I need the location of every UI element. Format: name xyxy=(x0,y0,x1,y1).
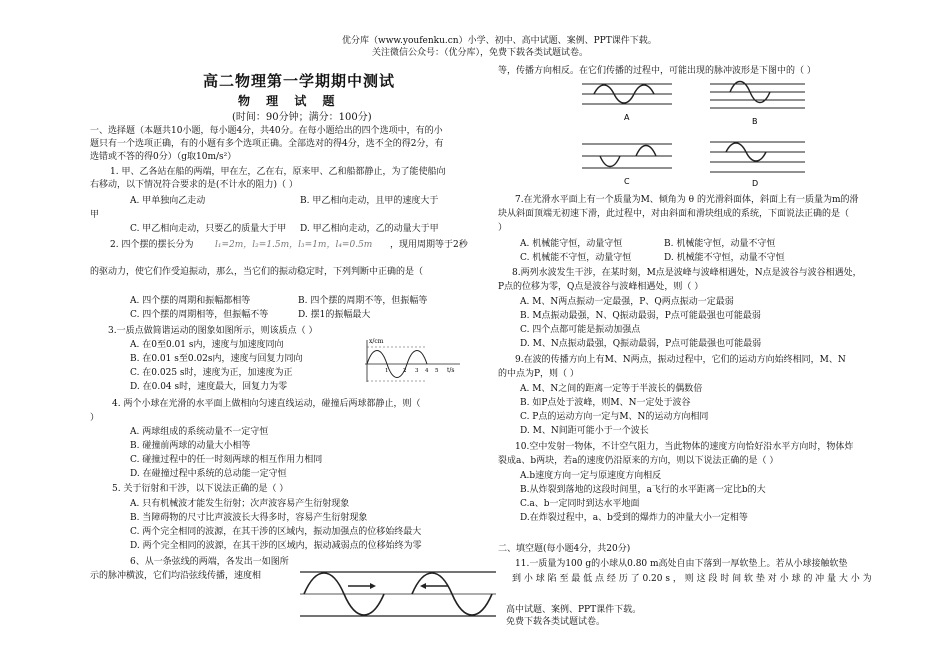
q6-label-a: A xyxy=(624,113,630,122)
q9-option-c: C. P点的运动方向一定与M、N的运动方向相同 xyxy=(520,412,709,422)
q8-stem: P点的位移为零，Q点是波谷与波峰相遇处，则（ ） xyxy=(498,282,704,292)
section1-intro-line: 选错或不答的得0分）（g取10m/s²） xyxy=(90,152,237,162)
q3-option-c: C. 在0.025 s时，速度为正，加速度为正 xyxy=(130,368,293,378)
exam-subtitle: 物 理 试 题 xyxy=(238,94,341,108)
q7-stem: ） xyxy=(498,223,508,233)
q6-stem: 示的脉冲横波，它们均沿弦线传播，速度相 xyxy=(90,571,262,581)
q3-stem: 3.一质点做简谐运动的图象如图所示，则该质点（ ） xyxy=(108,326,318,336)
q8-stem: 8.两列水波发生干涉，在某时刻，M点是波峰与波峰相遇处，N点是波谷与波谷相遇处， xyxy=(512,268,862,278)
q3-graph-tick: 1 xyxy=(385,368,389,374)
q8-option-c: C. 四个点都可能是振动加强点 xyxy=(520,325,641,335)
q11-stem: 到 小 球 陷 至 最 低 点 经 历 了 0.20 s ， 则 这 段 时 间 软 垫 对 小 球 的 冲 量 大 小 为 xyxy=(512,574,872,584)
exam-title: 高二物理第一学期期中测试 xyxy=(203,72,396,90)
q3-option-a: A. 在0至0.01 s内，速度与加速度同向 xyxy=(130,340,284,350)
q2-lengths: l₁=2m，l₂=1.5m，l₃=1m，l₄=0.5m xyxy=(215,240,373,250)
q2-option-c: C. 四个摆的周期相等，但振幅不等 xyxy=(130,310,269,320)
q6-stem: 6、从一条弦线的两端，各发出一如图所 xyxy=(130,557,289,567)
section2-title: 二、填空题(每小题4分，共20分) xyxy=(498,544,631,554)
q2-stem2: 的驱动力，使它们作受迫振动，那么，当它们的振动稳定时，下列判断中正确的是（ xyxy=(90,267,424,277)
q7-option-b: B. 机械能守恒，动量不守恒 xyxy=(664,239,776,249)
section1-intro-line: 题只有一个选项正确，有的小题有多个选项正确。全部选对的得4分，选不全的得2分，有 xyxy=(90,139,444,149)
q7-stem: 块从斜面顶端无初速下滑，此过程中，对由斜面和滑块组成的系统，下面说法正确的是（ xyxy=(498,209,850,219)
q1-option-b: B. 甲乙相向走动，且甲的速度大于 xyxy=(300,196,439,206)
q1-option-b-cont: 甲 xyxy=(90,210,100,220)
q7-option-d: D. 机械能不守恒，动量不守恒 xyxy=(664,253,785,263)
q10-stem: 10.空中发射一物体，不计空气阻力，当此物体的速度方向恰好沿水平方向时，物体炸 xyxy=(515,442,854,452)
q7-option-a: A. 机械能守恒，动量守恒 xyxy=(520,239,623,249)
q10-option-d: D.在炸裂过程中，a、b受到的爆炸力的冲量大小一定相等 xyxy=(520,513,748,523)
q3-graph-tick: 3 xyxy=(415,368,419,374)
q9-option-d: D. M、N间距可能小于一个波长 xyxy=(520,426,649,436)
q1-stem: 1. 甲、乙各站在船的两端，甲在左，乙在右，原来甲、乙和船都静止，为了能使船向 xyxy=(110,167,446,177)
q1-option-d: D. 甲乙相向走动，乙的动量大于甲 xyxy=(300,224,439,234)
q10-stem: 裂成a、b两块，若a的速度仍沿原来的方向，则以下说法正确的是（ ） xyxy=(498,456,779,466)
q5-option-c: C. 两个完全相同的波源，在其干涉的区域内，振动加强点的位移始终最大 xyxy=(130,527,422,537)
section1-intro-line: 一、选择题（本题共10小题，每小题4分，共40分。在每小题给出的四个选项中，有的小 xyxy=(90,126,443,136)
q6-label-b: B xyxy=(752,117,758,126)
q3-graph-xlabel: t/s xyxy=(447,367,455,374)
site-footer-line2: 免费下载各类试题试卷。 xyxy=(506,617,606,627)
site-footer-line1: 高中试题、案例、PPT课件下载。 xyxy=(506,605,642,615)
q3-graph-tick: 2 xyxy=(403,368,407,374)
q2-option-d: D. 摆1的振幅最大 xyxy=(298,310,371,320)
q3-graph-tick: 4 xyxy=(425,368,429,374)
q2-option-b: B. 四个摆的周期不等，但振幅等 xyxy=(298,296,428,306)
q3-displacement-graph xyxy=(355,336,465,386)
q8-option-d: D. M、N点振动最强，Q振动最弱，P点可能最强也可能最弱 xyxy=(520,339,762,349)
q6-pulse-diagram xyxy=(298,558,498,626)
q6-choice-c xyxy=(582,144,672,186)
q3-graph-tick: 5 xyxy=(435,368,439,374)
q3-option-b: B. 在0.01 s至0.02s内，速度与回复力同向 xyxy=(130,354,303,364)
q6-stem-cont: 等，传播方向相反。在它们传播的过程中，可能出现的脉冲波形是下图中的（ ） xyxy=(498,66,816,76)
q8-option-a: A. M、N两点振动一定最强，P、Q两点振动一定最弱 xyxy=(520,297,734,307)
q4-option-d: D. 在碰撞过程中系统的总动能一定守恒 xyxy=(130,469,287,479)
q10-option-b: B.从炸裂到落地的这段时间里，a飞行的水平距离一定比b的大 xyxy=(520,485,766,495)
q6-answer-choices xyxy=(580,80,810,190)
q5-option-d: D. 两个完全相同的波源，在其干涉的区域内，振动减弱点的位移始终为零 xyxy=(130,541,422,551)
q6-choice-a xyxy=(582,84,672,122)
q9-stem: 的中点为P，则（ ） xyxy=(498,369,579,379)
q5-stem: 5. 关于衍射和干涉，以下说法正确的是（ ） xyxy=(112,484,289,494)
q6-label-c: C xyxy=(624,177,630,186)
q7-stem: 7.在光滑水平面上有一个质量为M、倾角为 θ 的光滑斜面体，斜面上有一质量为m的滑 xyxy=(515,195,859,205)
q2-stem-b: ，现用周期等于2秒 xyxy=(390,240,468,250)
q4-stem-cont: ） xyxy=(90,413,100,423)
site-header-line1: 优分库（www.youfenku.cn）小学、初中、高中试题、案例、PPT课件下载。 xyxy=(342,36,657,46)
q9-option-a: A. M、N之间的距离一定等于半波长的偶数倍 xyxy=(520,384,703,394)
q7-option-c: C. 机械能不守恒，动量守恒 xyxy=(520,253,632,263)
q6-choice-d xyxy=(710,142,805,188)
q2-option-a: A. 四个摆的周期和振幅都相等 xyxy=(130,296,251,306)
q1-stem: 右移动，以下情况符合要求的是(不计水的阻力)（ ） xyxy=(90,180,298,190)
exam-timing: (时间：90分钟；满分：100分) xyxy=(232,112,372,123)
q4-option-c: C. 碰撞过程中的任一时刻两球的相互作用力相同 xyxy=(130,455,323,465)
q8-option-b: B. M点振动最强，N、Q振动最弱，P点可能最强也可能最弱 xyxy=(520,311,761,321)
q5-option-a: A. 只有机械波才能发生衍射；次声波容易产生衍射现象 xyxy=(130,499,350,509)
q1-option-c: C. 甲乙相向走动，只要乙的质量大于甲 xyxy=(130,224,287,234)
q9-option-b: B. 如P点处于波峰，则M、N一定处于波谷 xyxy=(520,398,691,408)
q5-option-b: B. 当障碍物的尺寸比声波波长大得多时，容易产生衍射现象 xyxy=(130,513,368,523)
q4-stem: 4. 两个小球在光滑的水平面上做相向匀速直线运动，碰撞后两球都静止，则（ xyxy=(112,399,421,409)
q4-option-b: B. 碰撞前两球的动量大小相等 xyxy=(130,441,251,451)
site-header-line2: 关注微信公众号：（优分库），免费下载各类试题试卷。 xyxy=(372,48,589,58)
q3-option-d: D. 在0.04 s时，速度最大，回复力为零 xyxy=(130,382,288,392)
q6-choice-b xyxy=(710,82,805,127)
q6-label-d: D xyxy=(752,179,759,188)
q4-option-a: A. 两球组成的系统动量不一定守恒 xyxy=(130,427,269,437)
q10-option-a: A.b速度方向一定与原速度方向相反 xyxy=(520,471,662,481)
q1-option-a: A. 甲单独向乙走动 xyxy=(130,196,206,206)
q9-stem: 9.在波的传播方向上有M、N两点，振动过程中，它们的运动方向始终相同，M、N xyxy=(515,355,846,365)
q11-stem: 11.一质量为100 g的小球从0.80 m高处自由下落到一厚软垫上。若从小球接触软垫 xyxy=(515,559,848,569)
q10-option-c: C.a、b一定同时到达水平地面 xyxy=(520,499,640,509)
q3-graph-ylabel: x/cm xyxy=(369,338,384,345)
q2-stem: 2. 四个摆的摆长分为 xyxy=(110,240,194,250)
